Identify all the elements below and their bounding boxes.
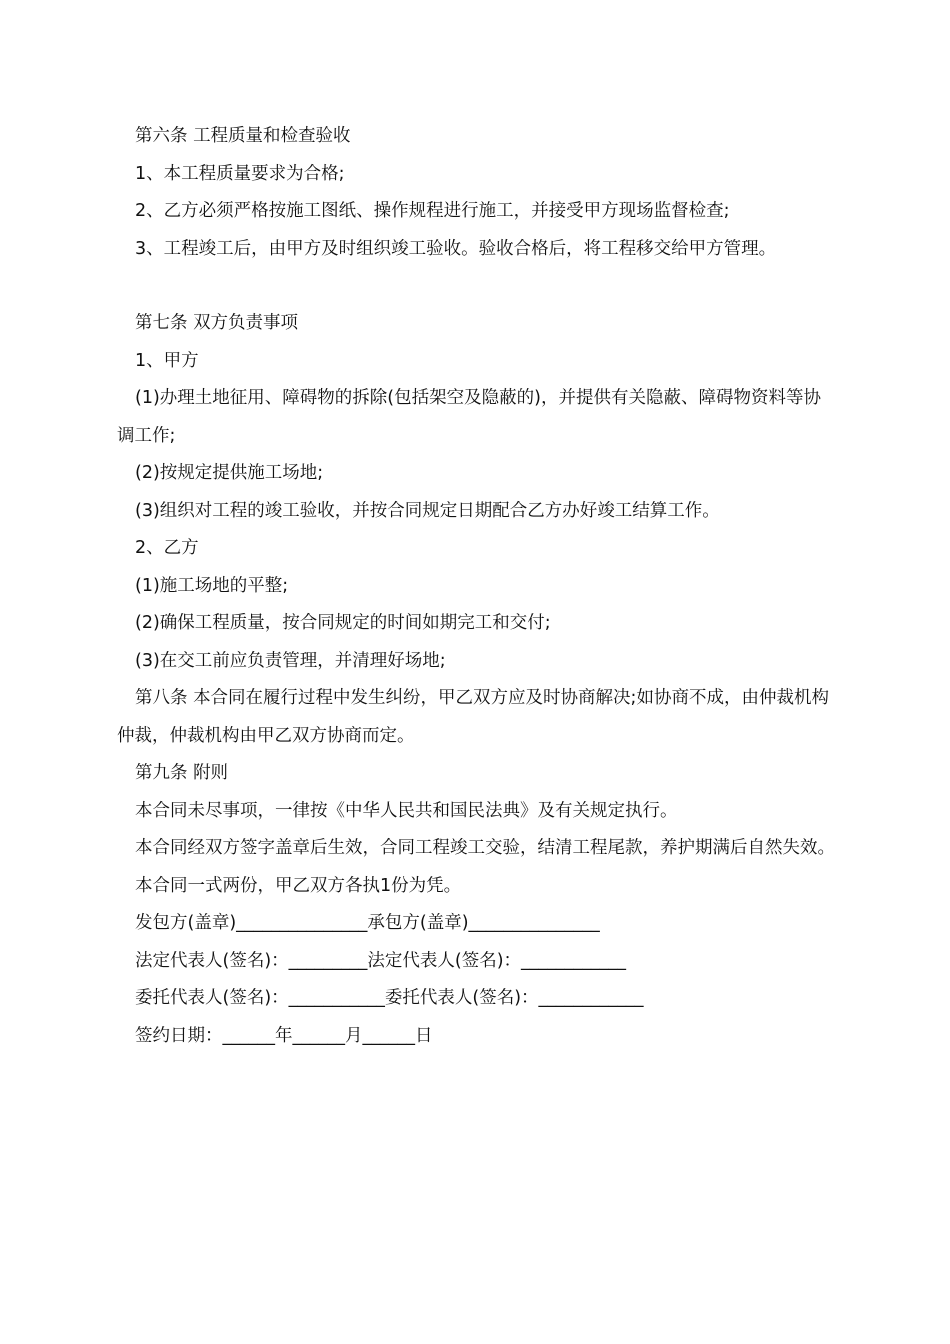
legal-rep-b-field: 法定代表人(签名)：____________ (367, 950, 627, 971)
party-a-item-1: (1)办理土地征用、障碍物的拆除(包括架空及隐蔽的)，并提供有关隐蔽、障碍物资料等协调工作; (117, 388, 821, 446)
party-a-heading: 1、甲方 (135, 350, 199, 371)
article6-item-2: 2、乙方必须严格按施工图纸、操作规程进行施工，并接受甲方现场监督检查; (135, 201, 730, 221)
issuer-seal-field: 发包方(盖章)_______________ (135, 913, 368, 933)
signing-date: 签约日期：______年______月______日 (135, 1025, 433, 1046)
party-a-item-3: (3)组织对工程的竣工验收，并按合同规定日期配合乙方办好竣工结算工作。 (135, 500, 720, 521)
contract-body (117, 118, 837, 1055)
signature-row-seal (117, 905, 837, 943)
legal-rep-a-field: 法定代表人(签名)：_________ (135, 950, 368, 971)
party-b-item-3: (3)在交工前应负责管理，并清理好场地; (135, 650, 446, 671)
signature-row-legal-rep (117, 943, 837, 981)
party-a-item-2: (2)按规定提供施工场地; (135, 463, 324, 483)
contractor-seal-field: 承包方(盖章)_______________ (367, 913, 600, 933)
party-b-item-2: (2)确保工程质量，按合同规定的时间如期完工和交付; (135, 613, 551, 633)
article9-item-2: 本合同经双方签字盖章后生效，合同工程竣工交验，结清工程尾款，养护期满后自然失效。 (135, 838, 835, 858)
party-b-item-1: (1)施工场地的平整; (135, 575, 289, 596)
article6-title: 第六条 工程质量和检查验收 (135, 126, 351, 146)
signature-row-agent (117, 980, 837, 1018)
article7-title: 第七条 双方负责事项 (135, 313, 299, 333)
section-spacer (117, 268, 837, 305)
party-b-heading: 2、乙方 (135, 538, 199, 558)
agent-b-field: 委托代表人(签名)：____________ (384, 988, 644, 1008)
article9-title: 第九条 附则 (135, 763, 229, 783)
article6-item-1: 1、本工程质量要求为合格; (135, 163, 345, 184)
article8-text: 第八条 本合同在履行过程中发生纠纷，甲乙双方应及时协商解决;如协商不成，由仲裁机构仲裁，仲裁机构由甲乙双方协商而定。 (117, 688, 829, 746)
article6-item-3: 3、工程竣工后，由甲方及时组织竣工验收。验收合格后，将工程移交给甲方管理。 (135, 238, 777, 259)
article9-item-3: 本合同一式两份，甲乙双方各执1份为凭。 (135, 875, 462, 896)
agent-a-field: 委托代表人(签名)：___________ (135, 988, 385, 1008)
article9-item-1: 本合同未尽事项，一律按《中华人民共和国民法典》及有关规定执行。 (135, 800, 678, 821)
